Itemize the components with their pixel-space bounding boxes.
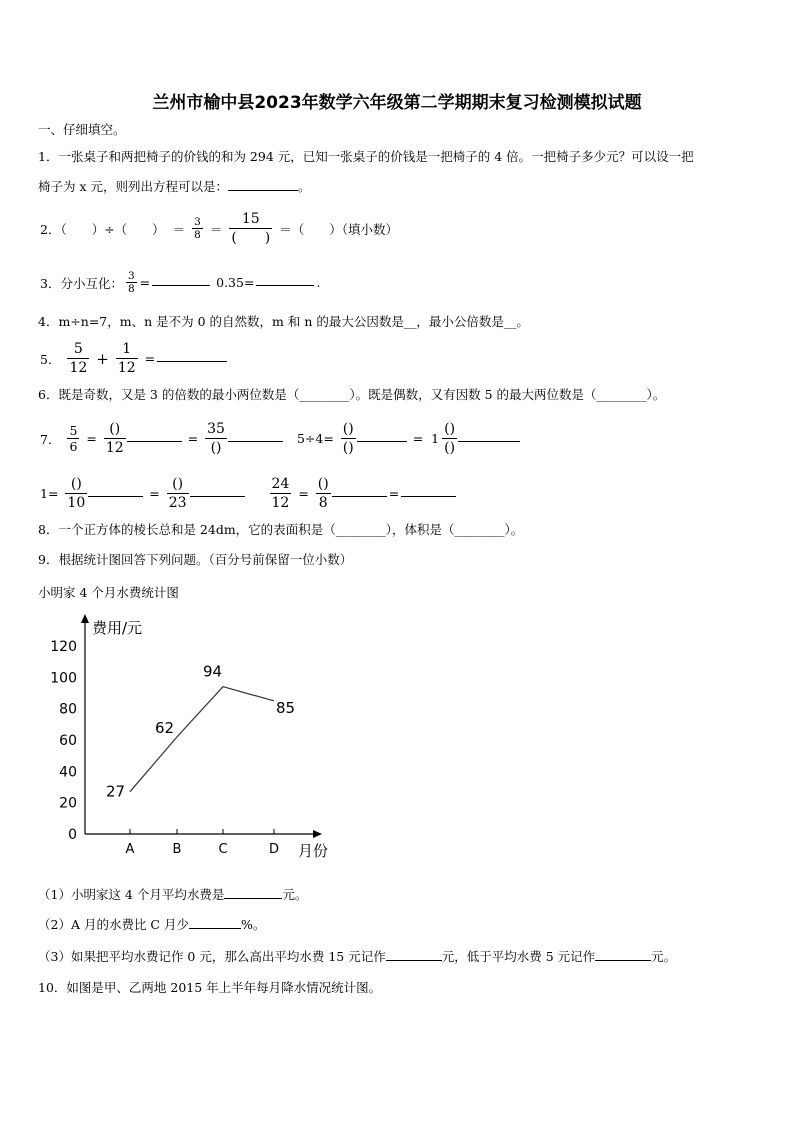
- fraction-blank[interactable]: $\frac{35}{()}$: [207, 421, 225, 456]
- fraction: $\frac{3}{8}$: [127, 270, 135, 295]
- answer-blank[interactable]: [386, 948, 442, 961]
- data-label: 62: [155, 718, 175, 737]
- question-9-1-unit: 元。: [282, 887, 308, 902]
- equals-sign: =: [412, 431, 424, 446]
- y-axis-arrow-icon: [81, 614, 89, 623]
- fraction: $\frac{5}{6}$: [69, 423, 78, 454]
- x-axis-label: 月份: [298, 842, 329, 860]
- answer-blank[interactable]: [152, 273, 210, 286]
- y-axis-label: 费用/元: [92, 619, 143, 637]
- fraction-blank[interactable]: $\frac{()}{()}$: [342, 421, 354, 456]
- fraction: $\frac{1}{12}$: [117, 341, 136, 376]
- equals-sign: =: [86, 431, 97, 446]
- fraction-blank[interactable]: $\frac{()}{12}$: [105, 421, 124, 456]
- question-2-tail: ＝（ ）（填小数）: [279, 221, 399, 237]
- answer-blank[interactable]: [401, 484, 456, 497]
- question-2-lead: 2．（ ）÷（ ）: [40, 221, 165, 237]
- answer-blank[interactable]: [228, 178, 298, 191]
- question-9-2-unit: %。: [240, 917, 266, 932]
- y-tick-label: 40: [59, 764, 77, 781]
- question-9-1-prompt: （1）小明家这 4 个月平均水费是: [38, 887, 225, 902]
- data-label: 94: [203, 662, 223, 681]
- answer-blank[interactable]: [189, 916, 241, 929]
- fraction-blank[interactable]: $\frac{15}{( )}$: [231, 211, 271, 246]
- question-9-3-unit: 元。: [651, 949, 677, 964]
- x-axis-arrow-icon: [313, 830, 322, 838]
- question-2: [38, 210, 400, 247]
- question-10: 10．如图是甲、乙两地 2015 年上半年每月降水情况统计图。: [38, 980, 382, 995]
- equals-sign: =: [298, 486, 309, 501]
- question-9-3-mid: 元，低于平均水费 5 元记作: [441, 949, 596, 964]
- question-8: 8．一个正方体的棱长总和是 24dm，它的表面积是（________），体积是（________）。: [38, 522, 524, 537]
- question-3-mid: 0.35=: [216, 275, 255, 290]
- answer-blank[interactable]: [228, 429, 283, 442]
- page-title: 兰州市榆中县2023年数学六年级第二学期期末复习检测模拟试题: [152, 93, 642, 113]
- y-tick-label: 20: [59, 795, 77, 812]
- y-tick-label: 120: [50, 639, 77, 655]
- y-tick-label: 80: [59, 701, 77, 718]
- question-number: 5．: [40, 351, 61, 367]
- question-7-row-1: [38, 420, 520, 457]
- equation-start: 1=: [40, 486, 59, 501]
- question-5: [38, 340, 227, 377]
- fraction: $\frac{5}{12}$: [69, 341, 88, 376]
- question-9-2: [38, 915, 265, 933]
- question-9-3-prompt: （3）如果把平均水费记作 0 元，那么高出平均水费 15 元记作: [38, 949, 386, 964]
- chart-caption: 小明家 4 个月水费统计图: [38, 585, 179, 600]
- equals-sign: =: [149, 486, 160, 501]
- x-tick-label: D: [268, 842, 280, 857]
- question-1-line-2: [38, 177, 311, 195]
- y-tick-label: 60: [59, 733, 77, 749]
- answer-blank[interactable]: [256, 273, 314, 286]
- question-4: 4．m÷n=7，m、n 是不为 0 的自然数，m 和 n 的最大公因数是__，最小公倍数是__。: [38, 314, 529, 329]
- fraction-blank[interactable]: $\frac{()}{8}$: [317, 476, 329, 511]
- equals-sign: ＝: [172, 221, 186, 237]
- y-tick-label: 100: [50, 670, 77, 687]
- x-tick-label: A: [125, 842, 135, 857]
- question-6: 6．既是奇数，又是 3 的倍数的最小两位数是（________）。既是偶数，又有因数 5 的最大两位数是（________）。: [38, 387, 666, 402]
- question-1-end: 。: [298, 179, 311, 194]
- whole-number: 1: [431, 431, 440, 446]
- answer-blank[interactable]: [332, 484, 387, 497]
- division-expression: 5÷4=: [296, 431, 334, 446]
- plus-sign: +: [96, 349, 109, 368]
- section-heading: 一、仔细填空。: [38, 122, 126, 137]
- equals-sign: =: [388, 486, 400, 501]
- question-9-2-prompt: （2）A 月的水费比 C 月少: [38, 917, 189, 932]
- y-tick-label: 0: [68, 827, 77, 843]
- fraction: $\frac{3}{8}$: [194, 216, 201, 241]
- answer-blank[interactable]: [357, 429, 407, 442]
- equals-sign: =: [187, 431, 199, 446]
- data-label: 85: [276, 698, 296, 717]
- question-7-row-2: [38, 475, 456, 512]
- period: .: [316, 275, 321, 290]
- fraction-blank[interactable]: $\frac{()}{23}$: [168, 476, 187, 511]
- question-9: 9．根据统计图回答下列问题。（百分号前保留一位小数）: [38, 552, 353, 567]
- question-9-1: [38, 885, 307, 903]
- equals-sign: =: [144, 351, 156, 366]
- answer-blank[interactable]: [157, 349, 227, 362]
- fraction-blank[interactable]: $\frac{()}{10}$: [67, 476, 86, 511]
- question-number: 7．: [40, 431, 61, 447]
- question-1-line-1: 1．一张桌子和两把椅子的价钱的和为 294 元，已知一张桌子的价钱是一把椅子的 4 倍。一把椅子多少元？可以设一把: [38, 149, 694, 164]
- question-3: [38, 270, 322, 295]
- answer-blank[interactable]: [595, 948, 651, 961]
- fraction: $\frac{24}{12}$: [271, 476, 290, 511]
- answer-blank[interactable]: [127, 429, 182, 442]
- equals-sign: ＝: [209, 221, 223, 237]
- question-9-3: [38, 947, 676, 965]
- x-tick-label: C: [218, 842, 228, 857]
- data-series-line: [130, 687, 274, 792]
- line-chart: [40, 612, 340, 867]
- question-3-label: 3．分小互化：: [40, 275, 123, 291]
- question-1-prompt: 椅子为 x 元，则列出方程可以是：: [38, 179, 228, 194]
- answer-blank[interactable]: [190, 484, 245, 497]
- answer-blank[interactable]: [88, 484, 143, 497]
- x-tick-label: B: [172, 842, 182, 857]
- answer-blank[interactable]: [224, 886, 282, 899]
- answer-blank[interactable]: [458, 429, 520, 442]
- equals-sign: =: [139, 275, 151, 290]
- data-label: 27: [106, 782, 126, 801]
- fraction-blank[interactable]: $\frac{()}{()}$: [444, 421, 456, 456]
